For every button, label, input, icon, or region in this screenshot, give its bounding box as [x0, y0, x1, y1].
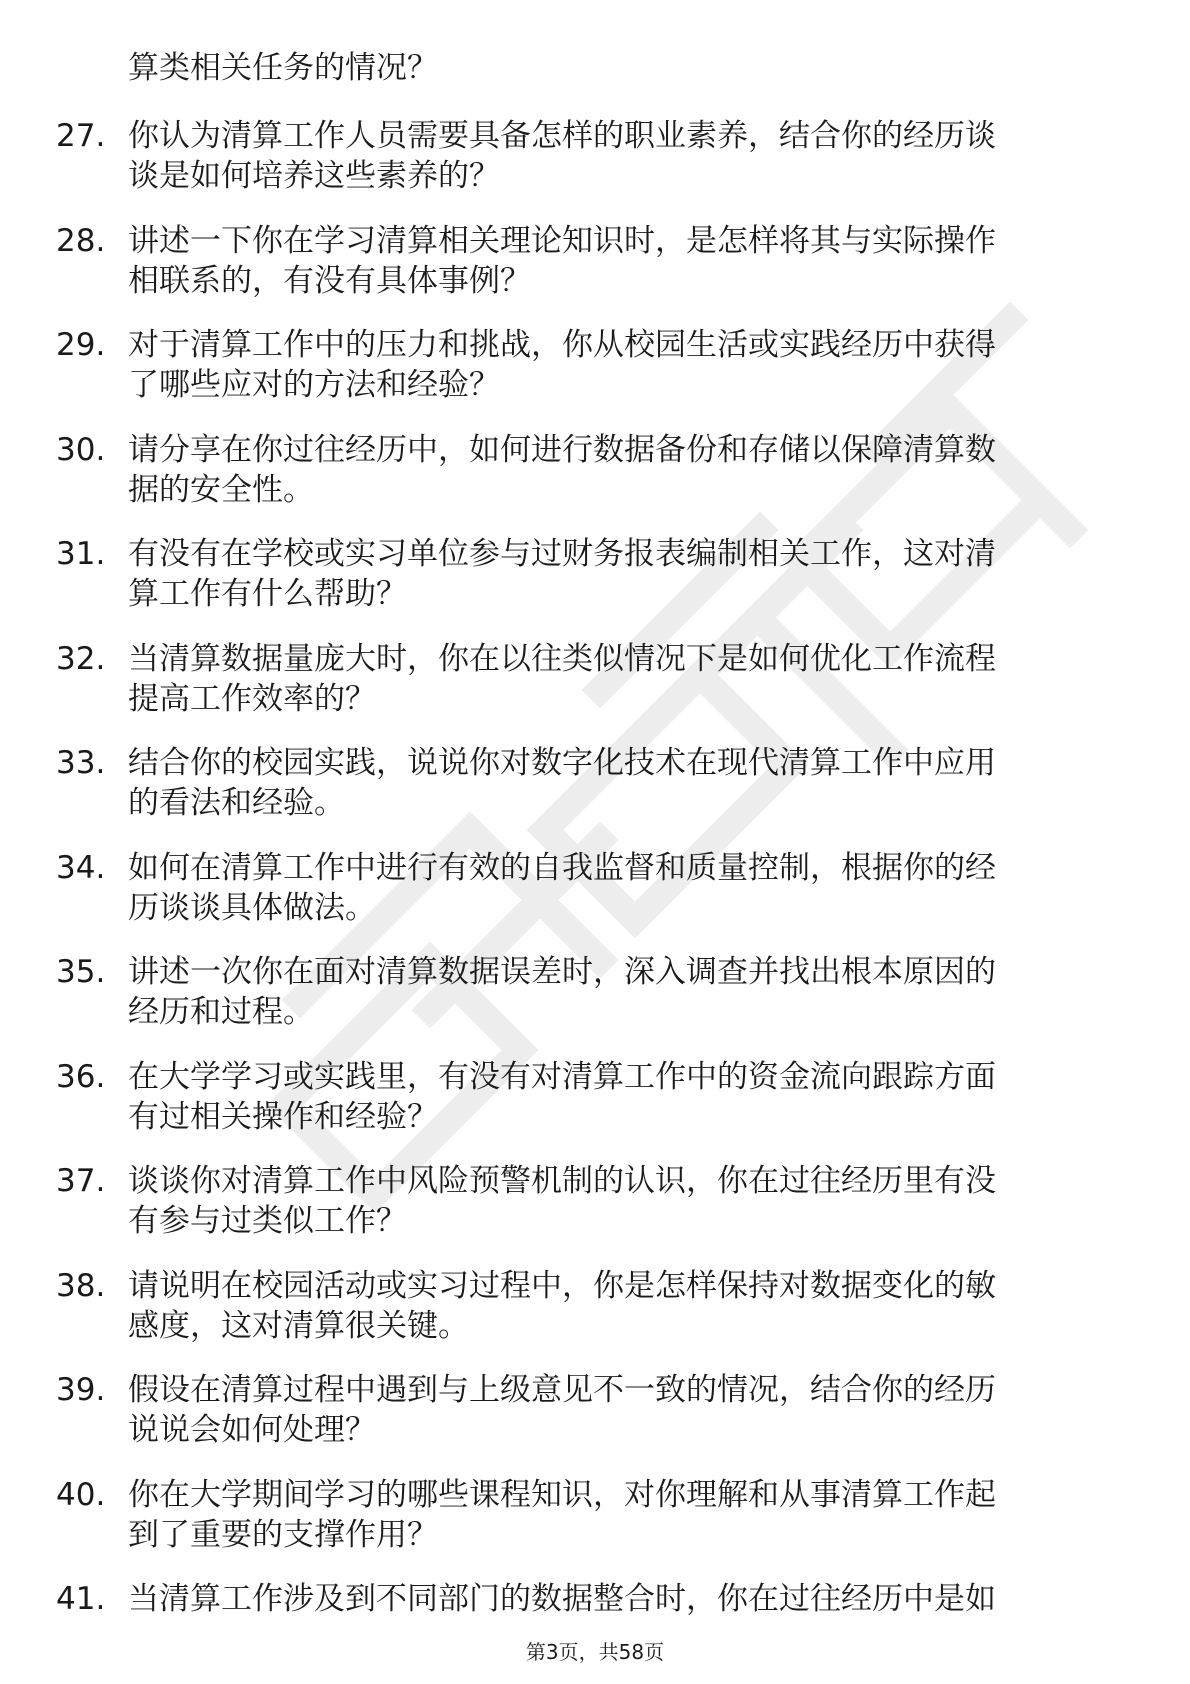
question-line: 谈是如何培养这些素养的？	[128, 158, 500, 194]
list-item	[0, 426, 1190, 526]
question-line: 如何在清算工作中进行有效的自我监督和质量控制，根据你的经	[128, 849, 996, 886]
question-text	[128, 1161, 1128, 1241]
question-line: 历谈谈具体做法。	[128, 889, 376, 926]
question-number: 38.	[56, 1267, 106, 1304]
question-text	[128, 1266, 1128, 1346]
question-line: 你认为清算工作人员需要具备怎样的职业素养，结合你的经历谈	[128, 118, 996, 154]
question-text	[128, 1057, 1128, 1137]
question-line: 感度，这对清算很关键。	[128, 1307, 469, 1344]
list-item	[0, 739, 1190, 839]
question-line: 谈谈你对清算工作中风险预警机制的认识，你在过往经历里有没	[128, 1163, 996, 1199]
question-number: 28.	[56, 222, 106, 259]
question-number: 32.	[56, 640, 106, 677]
list-item	[0, 1471, 1190, 1571]
list-item	[0, 844, 1190, 944]
page-footer: 第3页，共58页	[525, 1640, 665, 1664]
question-number: 40.	[56, 1476, 106, 1513]
question-line: 当清算数据量庞大时，你在以往类似情况下是如何优化工作流程	[128, 640, 996, 677]
question-line: 对于清算工作中的压力和挑战，你从校园生活或实践经历中获得	[128, 327, 996, 363]
question-text	[128, 639, 1128, 719]
question-text	[128, 116, 1128, 196]
question-line: 有没有在学校或实习单位参与过财务报表编制相关工作，这对清	[128, 536, 996, 572]
question-text	[128, 848, 1128, 928]
question-line: 到了重要的支撑作用？	[128, 1516, 438, 1553]
question-number: 39.	[56, 1372, 106, 1408]
question-number: 36.	[56, 1058, 106, 1095]
question-number: 34.	[56, 849, 106, 886]
list-item	[0, 321, 1190, 421]
question-line: 当清算工作涉及到不同部门的数据整合时，你在过往经历中是如	[128, 1581, 996, 1617]
question-line: 据的安全性。	[128, 471, 314, 508]
question-text	[128, 221, 1128, 301]
list-item	[0, 112, 1190, 212]
question-number: 29.	[56, 327, 106, 363]
question-line: 假设在清算过程中遇到与上级意见不一致的情况，结合你的经历	[128, 1372, 996, 1408]
question-text	[128, 1370, 1128, 1450]
list-item	[0, 1157, 1190, 1257]
question-text	[128, 534, 1128, 614]
question-text	[128, 325, 1128, 405]
question-line: 讲述一次你在面对清算数据误差时，深入调查并找出根本原因的	[128, 954, 996, 990]
list-item	[0, 1053, 1190, 1153]
list-item	[0, 1366, 1190, 1466]
list-item	[0, 948, 1190, 1048]
question-number: 30.	[56, 431, 106, 468]
question-number: 37.	[56, 1163, 106, 1199]
question-line: 有参与过类似工作？	[128, 1203, 407, 1239]
list-item	[0, 530, 1190, 630]
question-number: 35.	[56, 954, 106, 990]
question-line: 经历和过程。	[128, 994, 314, 1030]
question-number: 33.	[56, 745, 106, 781]
question-text	[128, 1475, 1128, 1555]
question-line: 讲述一下你在学习清算相关理论知识时，是怎样将其与实际操作	[128, 222, 996, 259]
question-text	[128, 1579, 1128, 1619]
question-text	[128, 743, 1128, 823]
question-line: 结合你的校园实践，说说你对数字化技术在现代清算工作中应用	[128, 745, 996, 781]
question-line: 了哪些应对的方法和经验？	[128, 367, 500, 403]
question-line: 请说明在校园活动或实习过程中，你是怎样保持对数据变化的敏	[128, 1267, 996, 1304]
question-number: 27.	[56, 118, 106, 154]
question-line: 算工作有什么帮助？	[128, 576, 407, 612]
question-line: 的看法和经验。	[128, 785, 345, 821]
question-line: 提高工作效率的？	[128, 680, 376, 717]
question-line: 在大学学习或实践里，有没有对清算工作中的资金流向跟踪方面	[128, 1058, 996, 1095]
question-number: 41.	[56, 1581, 106, 1617]
list-item	[0, 217, 1190, 317]
question-line: 说说会如何处理？	[128, 1412, 376, 1448]
question-line: 相联系的，有没有具体事例？	[128, 262, 531, 299]
list-item	[0, 1262, 1190, 1362]
question-line: 你在大学期间学习的哪些课程知识，对你理解和从事清算工作起	[128, 1476, 996, 1513]
question-line: 有过相关操作和经验？	[128, 1098, 438, 1135]
question-line: 请分享在你过往经历中，如何进行数据备份和存储以保障清算数	[128, 431, 996, 468]
continued-question-text: 算类相关任务的情况？	[128, 50, 438, 86]
list-item	[0, 635, 1190, 735]
question-list	[0, 112, 1190, 1680]
question-text	[128, 430, 1128, 510]
question-number: 31.	[56, 536, 106, 572]
question-text	[128, 952, 1128, 1032]
